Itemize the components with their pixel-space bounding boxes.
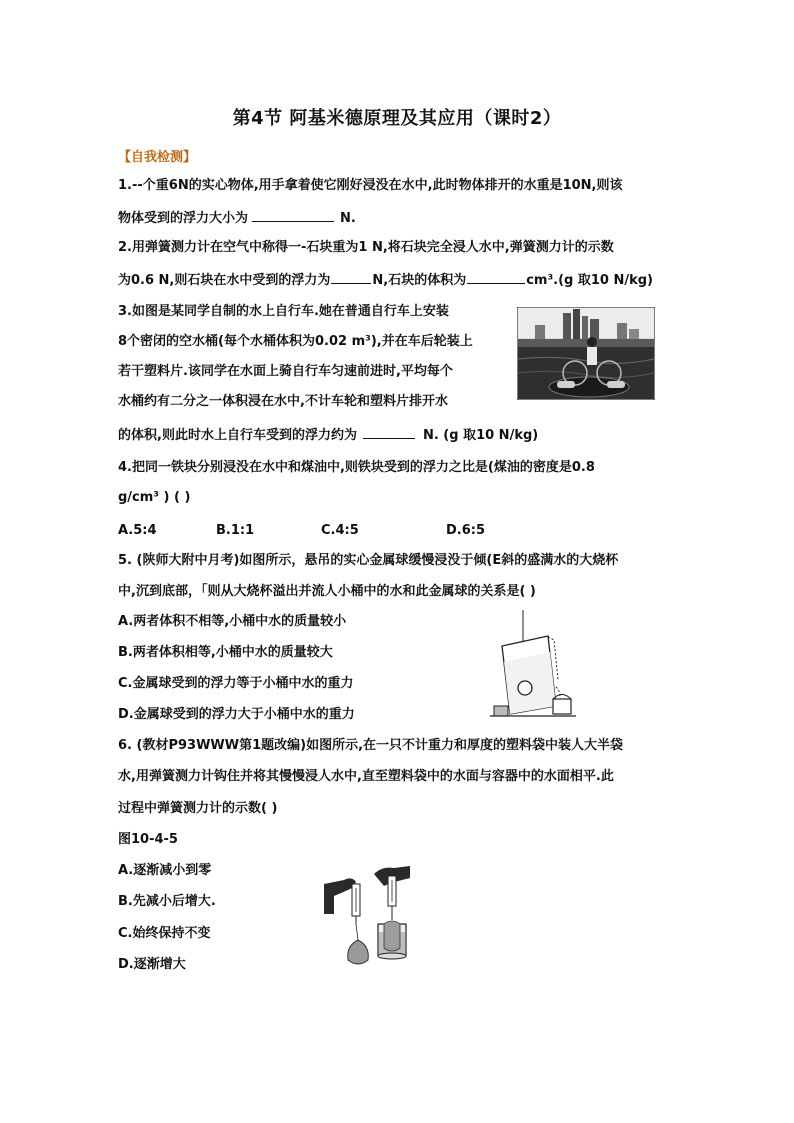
spring-scale-figure [322, 862, 422, 972]
q4-option-d[interactable]: D.6:5 [446, 523, 486, 538]
q6-option-b[interactable]: B.先减小后增大. [118, 894, 216, 909]
q4-line2: g/cm³ ) ( ) [118, 490, 191, 505]
q5-option-d[interactable]: D.金属球受到的浮力大于小桶中水的重力 [118, 707, 355, 722]
q4-option-c[interactable]: C.4:5 [321, 523, 359, 538]
q3-line4: 水桶约有二分之一体积浸在水中,不计车轮和塑料片排开水 [118, 394, 448, 409]
q6-line2: 水,用弹簧测力计钩住并将其慢慢浸人水中,直至塑料袋中的水面与容器中的水面相平.此 [118, 769, 614, 784]
q5-line2: 中,沉到底部，「则从大烧杯溢出并流人小桶中的水和此金属球的关系是( ) [118, 584, 536, 599]
q2-text-b: N,石块的体积为 [372, 273, 467, 288]
q1-line2 [118, 209, 356, 227]
q1-line1: 1.--个重6N的实心物体,用手拿着使它刚好浸没在水中,此时物体排开的水重是10N,则该 [118, 178, 623, 193]
q2-line2 [118, 271, 653, 289]
q3-answer-blank[interactable] [363, 426, 415, 439]
q6-line1: 6. (教材P93WWW第1题改编)如图所示,在一只不计重力和厚度的塑料袋中装人大半袋 [118, 738, 624, 753]
q3-line5 [118, 426, 538, 444]
q1-unit: N. [340, 211, 356, 226]
q5-option-a[interactable]: A.两者体积不相等,小桶中水的质量较小 [118, 614, 347, 629]
q3-line3: 若干塑料片.该同学在水面上骑自行车匀速前进时,平均每个 [118, 364, 453, 379]
q5-line1: 5. (陕师大附中月考)如图所示，悬吊的实心金属球缓慢浸没于倾(E斜的盛满水的大烧杯 [118, 553, 619, 568]
q2-buoyancy-blank[interactable] [331, 271, 371, 284]
q4-line1: 4.把同一铁块分别浸没在水中和煤油中,则铁块受到的浮力之比是(煤油的密度是0.8 [118, 460, 595, 475]
q2-text: 为0.6 N,则石块在水中受到的浮力为 [118, 273, 331, 288]
q5-option-c[interactable]: C.金属球受到的浮力等于小桶中水的重力 [118, 676, 354, 691]
q6-option-c[interactable]: C.始终保持不变 [118, 926, 211, 941]
section-heading: 【自我检测】 [118, 150, 197, 165]
q2-line1: 2.用弹簧测力计在空气中称得一-石块重为1 N,将石块完全浸人水中,弹簧测力计的示数 [118, 240, 614, 255]
q2-text-c: cm³.(g 取10 N/kg) [526, 273, 653, 288]
q3-line1: 3.如图是某同学自制的水上自行车.她在普通自行车上安装 [118, 304, 449, 319]
q6-option-d[interactable]: D.逐渐增大 [118, 957, 186, 972]
q6-option-a[interactable]: A.逐渐减小到零 [118, 863, 212, 878]
q4-option-a[interactable]: A.5:4 [118, 523, 157, 538]
q3-text: 的体积,则此时水上自行车受到的浮力约为 [118, 428, 357, 443]
q6-line3: 过程中弹簧测力计的示数( ) [118, 801, 278, 816]
q5-option-b[interactable]: B.两者体积相等,小桶中水的质量较大 [118, 645, 333, 660]
page-title: 第4节 阿基米德原理及其应用（课时2） [232, 108, 562, 129]
tilted-beaker-figure [490, 610, 580, 720]
q3-unit: N. (g 取10 N/kg) [422, 428, 539, 443]
q3-line2: 8个密闭的空水桶(每个水桶体积为0.02 m³),并在车后轮装上 [118, 334, 473, 349]
q1-answer-blank[interactable] [252, 209, 334, 222]
figure-caption: 图10-4-5 [118, 832, 178, 847]
q4-option-b[interactable]: B.1:1 [216, 523, 255, 538]
q1-text: 物体受到的浮力大小为 [118, 211, 249, 226]
water-bicycle-photo [517, 307, 655, 400]
q2-volume-blank[interactable] [467, 271, 525, 284]
